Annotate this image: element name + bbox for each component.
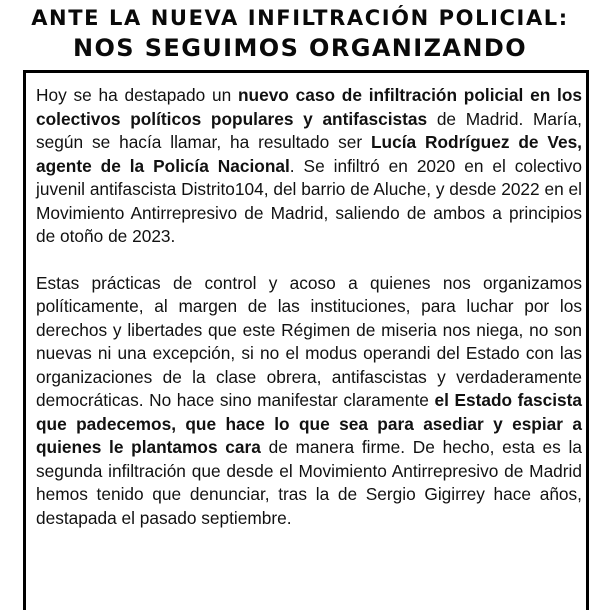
- paragraph-1-bold-1: nuevo caso de infiltración policial en los colectivos políticos populares y antifascistas: [36, 85, 582, 129]
- paragraph-1: [36, 84, 582, 249]
- paragraph-2-bold-1: el Estado fascista que padecemos, que hace lo que sea para asediar y espiar a quienes le plantamos cara: [36, 390, 582, 457]
- headline-line-2: NOS SEGUIMOS ORGANIZANDO: [72, 34, 527, 62]
- paragraph-1-text-3: . Se infiltró en 2020 en el colectivo juvenil antifascista Distrito104, del barrio de Aluche, y desde 2022 en el Movimiento Antirrepresivo de Madrid, saliendo de ambos a principios de otoño de 2023.: [36, 155, 582, 246]
- header: [0, 4, 600, 64]
- paragraph-2-text-2: de manera firme. De hecho, esta es la segunda infiltración que desde el Movimiento Antirrepresivo de Madrid hemos tenido que denunciar, tras la de Sergio Gigirrey hace años, destapada el pasado septiembre.: [36, 437, 582, 528]
- paragraph-2-text-1: Estas prácticas de control y acoso a quienes nos organizamos políticamente, al margen de las instituciones, para luchar por los derechos y libertades que este Régimen de miseria nos niega, no son nuevas ni una excepción, si no el modus operandi del Estado con las organizaciones de la clase obrera, antifascistas y verdaderamente democráticas. No hace sino manifestar claramente: [36, 272, 582, 410]
- paragraph-1-text-2: de Madrid. María, según se hacía llamar, ha resultado ser: [36, 108, 582, 152]
- paragraph-1-bold-2: Lucía Rodríguez de Ves, agente de la Policía Nacional: [36, 132, 582, 176]
- headline-line-1: ANTE LA NUEVA INFILTRACIÓN POLICIAL:: [31, 6, 569, 30]
- paragraph-1-text-1: Hoy se ha destapado un: [36, 85, 238, 105]
- paragraph-2: [36, 272, 582, 531]
- article-body: [36, 84, 582, 553]
